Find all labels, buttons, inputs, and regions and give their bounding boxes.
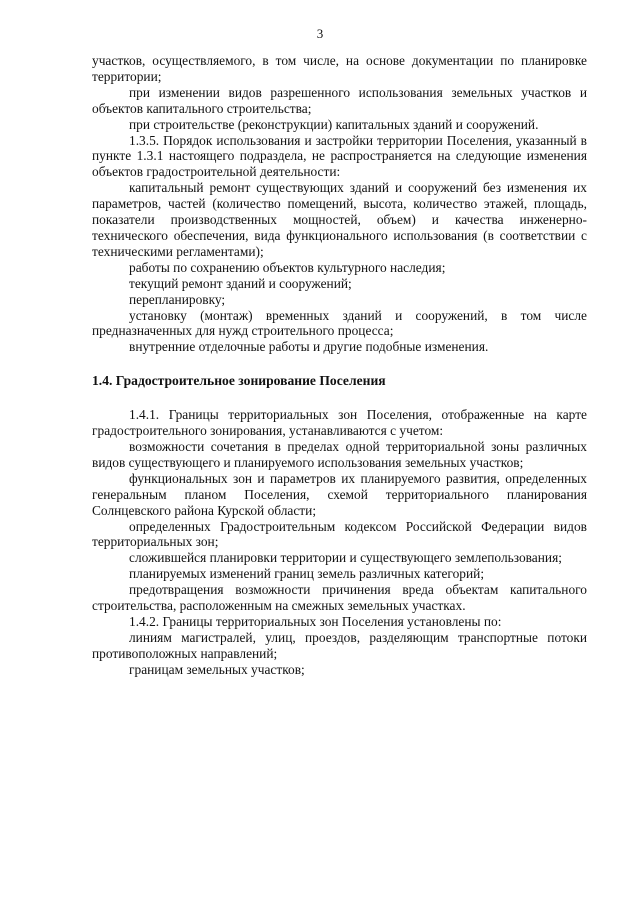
paragraph: при изменении видов разрешенного использования земельных участков и объектов капитального строительства; [92,84,587,116]
paragraph: при строительстве (реконструкции) капитальных зданий и сооружений. [129,116,539,132]
paragraphs-after-heading [92,407,587,677]
paragraph: 1.4.2. Границы территориальных зон Поселения установлены по: [129,614,502,629]
paragraph: функциональных зон и параметров их планируемого развития, определенных генеральным планом Поселения, схемой территориального планирования Солнцевского района Курской области; [92,470,587,518]
paragraph: установку (монтаж) временных зданий и сооружений, в том числе предназначенных для нужд строительного процесса; [92,307,587,339]
paragraph: 1.3.5. Порядок использования и застройки территории Поселения, указанный в пункте 1.3.1 настоящего подраздела, не распространяется на следующие изменения объектов градостроительной деятельности: [92,132,587,180]
paragraph: определенных Градостроительным кодексом Российской Федерации видов территориальных зон; [92,518,587,550]
paragraph: планируемых изменений границ земель различных категорий; [129,566,485,582]
paragraph: 1.4.1. Границы территориальных зон Поселения, отображенные на карте градостроительного зонирования, устанавливаются с учетом: [92,407,587,439]
section-heading: 1.4. Градостроительное зонирование Поселения [92,373,386,389]
page-number: 3 [316,26,324,41]
paragraph: возможности сочетания в пределах одной территориальной зоны различных видов существующего и планируемого использования земельных участков; [92,439,587,470]
paragraphs-before-heading [92,53,587,355]
paragraph: участков, осуществляемого, в том числе, на основе документации по планировке территории; [92,53,587,84]
paragraph: предотвращения возможности причинения вреда объектам капитального строительства, расположенным на смежных земельных участках. [92,582,587,614]
paragraph: линиям магистралей, улиц, проездов, разделяющим транспортные потоки противоположных направлений; [92,629,587,661]
paragraph: перепланировку; [129,291,226,307]
paragraph: сложившейся планировки территории и существующего землепользования; [129,550,562,566]
paragraph: капитальный ремонт существующих зданий и сооружений без изменения их параметров, частей (количество помещений, высота, количество этажей, площадь, показатели производственных мощностей, объем) и качества инженерно-технического обеспечения, вида функционального использования (в соответствии с техническими регламентами); [92,180,587,259]
paragraph: текущий ремонт зданий и сооружений; [129,275,352,291]
paragraph: границам земельных участков; [129,661,305,677]
paragraph: внутренние отделочные работы и другие подобные изменения. [129,339,489,355]
document-body [92,53,587,678]
paragraph: работы по сохранению объектов культурного наследия; [129,259,446,275]
